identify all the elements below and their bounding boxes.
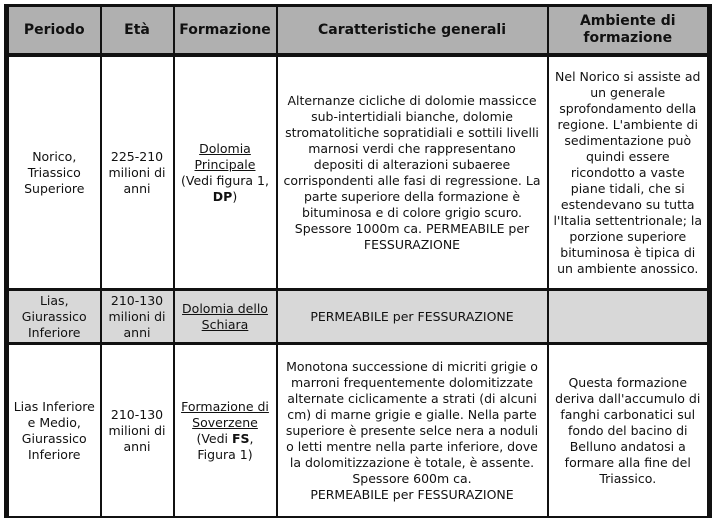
caratteristiche-text: Monotona successione di micriti grigie o marroni frequentemente dolomitizzate alternate ciclicamente a strati (di alcuni cm) di marne grigie e gialle. Nella parte superiore è presente selce nera a noduli o letti mentre nella parte inferiore, dove la dolomitizzazione è totale, è assente. Spessore 600m ca. [285,358,539,486]
table-row [7,290,710,344]
formation-link[interactable]: Dolomia Principale [194,140,256,172]
table-row [7,344,710,518]
header-ambiente: Ambiente di formazione [548,6,710,56]
formation-ref-prefix: (Vedi figura 1, [181,172,269,188]
cell-caratteristiche [277,344,548,518]
geological-formations-table [4,4,712,518]
cell-ambiente: Nel Norico si assiste ad un generale sprofondamento della regione. L'ambiente di sedimentazione può quindi essere ricondotto a vaste piane tidali, che si estendevano su tutta l'Italia settentrionale; la porzione superiore bituminosa è tipica di un ambiente anossico. [548,55,710,290]
formation-code: FS [232,430,250,446]
cell-eta: 210-130 milioni di anni [101,344,174,518]
cell-formazione [174,55,277,290]
table-row [7,55,710,290]
cell-caratteristiche: PERMEABILE per FESSURAZIONE [277,290,548,344]
cell-ambiente: Questa formazione deriva dall'accumulo di fanghi carbonatici sul fondo del bacino di Belluno andatosi a formare alla fine del Triassico. [548,344,710,518]
cell-eta: 225-210 milioni di anni [101,55,174,290]
cell-formazione [174,344,277,518]
header-caratteristiche: Caratteristiche generali [277,6,548,56]
formation-ref-suffix: ) [232,188,238,204]
formation-link[interactable]: Dolomia dello Schiara [182,300,268,332]
header-periodo: Periodo [7,6,101,56]
cell-periodo: Norico, Triassico Superiore [7,55,101,290]
header-row [7,6,710,56]
cell-periodo: Lias, Giurassico Inferiore [7,290,101,344]
cell-formazione [174,290,277,344]
header-eta: Età [101,6,174,56]
cell-periodo: Lias Inferiore e Medio, Giurassico Inferiore [7,344,101,518]
formation-ref-suffix: , Figura 1) [197,430,254,462]
cell-caratteristiche: Alternanze cicliche di dolomie massicce sub-intertidiali bianche, dolomie stromatolitiche sopratidiali e sottili livelli marnosi verdi che rappresentano depositi di alterazioni subaeree corrispondenti alle fasi di regressione. La parte superiore della formazione è bituminosa e di colore grigio scuro. Spessore 1000m ca. PERMEABILE per FESSURAZIONE [277,55,548,290]
header-formazione: Formazione [174,6,277,56]
cell-ambiente [548,290,710,344]
formation-code: DP [212,188,233,204]
permeability-note: PERMEABILE per FESSURAZIONE [310,486,514,502]
formation-ref-prefix: (Vedi [196,430,229,446]
cell-eta: 210-130 milioni di anni [101,290,174,344]
formation-link[interactable]: Formazione di Soverzene [181,398,269,430]
